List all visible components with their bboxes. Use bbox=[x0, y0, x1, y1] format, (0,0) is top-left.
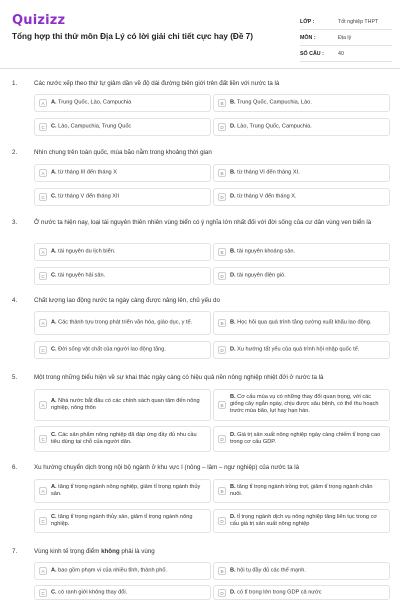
meta-label: MÔN : bbox=[300, 34, 316, 41]
option-d[interactable] bbox=[213, 267, 390, 285]
option-c[interactable] bbox=[34, 118, 211, 136]
option-b[interactable] bbox=[213, 243, 390, 261]
option-prefix: B. bbox=[230, 394, 236, 401]
option-letter: C bbox=[39, 589, 47, 597]
option-letter: A bbox=[39, 248, 47, 256]
option-text: từ tháng III đến tháng X bbox=[58, 169, 117, 176]
option-letter: B bbox=[218, 401, 226, 409]
question-text: Các nước xếp theo thứ tự giảm dần về độ dài đường biên giới trên đất liền với nước ta là bbox=[34, 80, 280, 87]
option-letter: C bbox=[39, 272, 47, 280]
option-text: tăng tỉ trọng ngành nông nghiệp, giảm tỉ trọng ngành thủy sản. bbox=[51, 483, 201, 497]
option-c[interactable] bbox=[34, 509, 211, 533]
question-text: Xu hướng chuyển dịch trong nội bộ ngành ở khu vực I (nông – lâm – ngư nghiệp) của nước ta là bbox=[34, 464, 300, 471]
option-letter: D bbox=[218, 589, 226, 597]
option-text: tỉ trọng ngành dịch vụ nông nghiệp tăng liên tục trong cơ cấu giá trị sản xuất nông nghiệp bbox=[230, 513, 378, 527]
meta-row-subject bbox=[300, 30, 392, 46]
question-number: 2. bbox=[12, 149, 18, 156]
option-prefix: D. bbox=[230, 272, 236, 279]
option-b[interactable] bbox=[213, 562, 390, 580]
option-text: Cơ cấu mùa vụ có những thay đổi quan trọng, với các giống cây ngắn ngày, chịu được sâu bệnh, có thể thu hoạch trước mùa bão, lụt hay hạn hán. bbox=[230, 394, 379, 415]
option-d[interactable] bbox=[213, 585, 390, 600]
option-a[interactable] bbox=[34, 243, 211, 261]
meta-value: 40 bbox=[338, 50, 344, 57]
option-text: tăng tỉ trọng ngành trồng trọt, giảm tỉ trọng ngành chăn nuôi. bbox=[230, 483, 373, 497]
option-letter: A bbox=[39, 99, 47, 107]
option-letter: A bbox=[39, 401, 47, 409]
option-prefix: C. bbox=[51, 193, 57, 200]
worksheet-meta bbox=[300, 14, 392, 62]
option-b[interactable] bbox=[213, 164, 390, 182]
option-b[interactable] bbox=[213, 479, 390, 503]
emphasis-word: không bbox=[101, 548, 120, 555]
option-text: từ tháng V đến tháng X. bbox=[237, 193, 297, 200]
option-prefix: A. bbox=[51, 319, 57, 326]
option-text: Lào, Trung Quốc, Campuchia. bbox=[237, 123, 312, 130]
option-text: tài nguyên khoáng sản. bbox=[237, 248, 296, 255]
meta-value: Tốt nghiệp THPT bbox=[338, 18, 379, 25]
option-letter: A bbox=[39, 487, 47, 495]
option-prefix: C. bbox=[51, 513, 57, 520]
meta-value: Địa lý bbox=[338, 34, 352, 41]
option-b[interactable] bbox=[213, 94, 390, 112]
option-text: tài nguyên điện gió. bbox=[237, 272, 286, 279]
option-a[interactable] bbox=[34, 164, 211, 182]
option-prefix: C. bbox=[51, 588, 57, 595]
option-prefix: D. bbox=[230, 513, 236, 520]
option-letter: B bbox=[218, 319, 226, 327]
option-a[interactable] bbox=[34, 311, 211, 335]
option-prefix: D. bbox=[230, 123, 236, 130]
option-b[interactable] bbox=[213, 311, 390, 335]
option-d[interactable] bbox=[213, 341, 390, 359]
option-letter: B bbox=[218, 99, 226, 107]
meta-row-count bbox=[300, 46, 392, 62]
option-text: hội tụ đầy đủ các thế mạnh. bbox=[237, 567, 306, 574]
option-text: Nhà nước bắt đầu có các chính sách quan tâm đến nông nghiệp, nông thôn bbox=[51, 397, 200, 411]
option-letter: B bbox=[218, 248, 226, 256]
option-text: tài nguyên hải sản. bbox=[58, 272, 106, 279]
option-prefix: D. bbox=[230, 346, 236, 353]
option-letter: B bbox=[218, 169, 226, 177]
option-letter: B bbox=[218, 487, 226, 495]
option-d[interactable] bbox=[213, 118, 390, 136]
option-prefix: A. bbox=[51, 483, 57, 490]
option-text: Xu hướng tất yếu của quá trình hội nhập quốc tế. bbox=[237, 346, 360, 353]
option-letter: D bbox=[218, 517, 226, 525]
option-c[interactable] bbox=[34, 267, 211, 285]
option-prefix: C. bbox=[51, 431, 57, 438]
option-text: Trung Quốc, Campuchia, Lào. bbox=[237, 99, 312, 106]
option-letter: A bbox=[39, 319, 47, 327]
option-prefix: B. bbox=[230, 169, 236, 176]
meta-label: SỐ CÂU : bbox=[300, 50, 324, 57]
option-letter: D bbox=[218, 123, 226, 131]
meta-row-class bbox=[300, 14, 392, 30]
option-text: tài nguyên du lịch biển. bbox=[58, 248, 116, 255]
option-text: có ranh giới không thay đổi. bbox=[58, 588, 128, 595]
option-c[interactable] bbox=[34, 188, 211, 206]
quizizz-logo: Quizizz bbox=[12, 13, 66, 28]
option-prefix: A. bbox=[51, 248, 57, 255]
option-letter: C bbox=[39, 346, 47, 354]
option-letter: D bbox=[218, 435, 226, 443]
question-number: 6. bbox=[12, 464, 18, 471]
option-text: Lào, Campuchia, Trung Quốc bbox=[58, 123, 132, 130]
question-text: Vùng kinh tế trọng điểm không phải là vùng bbox=[34, 548, 155, 555]
option-prefix: D. bbox=[230, 193, 236, 200]
option-letter: C bbox=[39, 193, 47, 201]
question-number: 4. bbox=[12, 297, 18, 304]
option-prefix: B. bbox=[230, 483, 236, 490]
option-prefix: B. bbox=[230, 319, 236, 326]
option-a[interactable] bbox=[34, 562, 211, 580]
option-letter: C bbox=[39, 517, 47, 525]
option-prefix: C. bbox=[51, 346, 57, 353]
option-text: Giá trị sản xuất nông nghiệp ngày càng chiếm tỉ trọng cao trong cơ cấu GDP. bbox=[230, 431, 381, 445]
option-d[interactable] bbox=[213, 188, 390, 206]
option-c[interactable] bbox=[34, 585, 211, 600]
question-text: Một trong những biểu hiện về sự khai thác ngày càng có hiệu quả nền nông nghiệp nhiệt đới ở nước ta là bbox=[34, 374, 324, 381]
option-b[interactable] bbox=[213, 389, 390, 421]
option-prefix: B. bbox=[230, 248, 236, 255]
option-prefix: B. bbox=[230, 567, 236, 574]
option-prefix: D. bbox=[230, 588, 236, 595]
option-letter: C bbox=[39, 123, 47, 131]
option-d[interactable] bbox=[213, 509, 390, 533]
option-a[interactable] bbox=[34, 389, 211, 421]
option-a[interactable] bbox=[34, 479, 211, 503]
option-letter: D bbox=[218, 272, 226, 280]
question-number: 1. bbox=[12, 80, 18, 87]
option-text: Đời sống vật chất của người lao động tăng. bbox=[58, 346, 166, 353]
option-text: tăng tỉ trọng ngành thủy sản, giảm tỉ trọng ngành nông nghiệp. bbox=[51, 513, 193, 527]
option-c[interactable] bbox=[34, 341, 211, 359]
question-number: 5. bbox=[12, 374, 18, 381]
question-number: 3. bbox=[12, 219, 18, 226]
worksheet-header bbox=[0, 0, 400, 62]
option-c[interactable] bbox=[34, 426, 211, 452]
option-letter: C bbox=[39, 435, 47, 443]
option-prefix: C. bbox=[51, 272, 57, 279]
option-text: từ tháng VI đến tháng XI. bbox=[237, 169, 300, 176]
option-letter: B bbox=[218, 567, 226, 575]
question-text: Chất lượng lao động nước ta ngày càng được nâng lên, chủ yếu do bbox=[34, 297, 220, 304]
meta-label: LỚP : bbox=[300, 18, 315, 25]
option-text: Học hỏi qua quá trình tăng cường xuất khẩu lao động. bbox=[237, 319, 372, 326]
option-prefix: A. bbox=[51, 397, 57, 404]
option-text: bao gồm phạm vi của nhiều tỉnh, thành phố. bbox=[58, 567, 167, 574]
option-text: Các sản phẩm nông nghiệp đã đáp ứng đầy đủ nhu cầu tiêu dùng tại chỗ của người dân. bbox=[51, 431, 197, 445]
option-d[interactable] bbox=[213, 426, 390, 452]
question-text: Ở nước ta hiện nay, loại tài nguyên thiên nhiên vùng biển có ý nghĩa lớn nhất đối với đời sống của cư dân vùng ven biển là bbox=[34, 219, 372, 226]
option-letter: D bbox=[218, 346, 226, 354]
option-prefix: A. bbox=[51, 99, 57, 106]
option-prefix: A. bbox=[51, 567, 57, 574]
option-prefix: D. bbox=[230, 431, 236, 438]
question-text: Nhìn chung trên toàn quốc, mùa bão nằm trong khoảng thời gian bbox=[34, 149, 212, 156]
option-prefix: B. bbox=[230, 99, 236, 106]
option-letter: A bbox=[39, 169, 47, 177]
option-text: từ tháng V đến tháng XII bbox=[58, 193, 120, 200]
option-a[interactable] bbox=[34, 94, 211, 112]
option-letter: D bbox=[218, 193, 226, 201]
option-text: Các thành tựu trong phát triển văn hóa, giáo dục, y tế. bbox=[58, 319, 193, 326]
worksheet-title: Tổng hợp thi thử môn Địa Lý có lời giải chi tiết cực hay (Đề 7) bbox=[12, 32, 253, 41]
option-text: Trung Quốc, Lào, Campuchia bbox=[58, 99, 132, 106]
option-prefix: C. bbox=[51, 123, 57, 130]
option-text: có tỉ trọng lớn trong GDP cả nước bbox=[237, 588, 322, 595]
option-letter: A bbox=[39, 567, 47, 575]
header-divider bbox=[0, 68, 400, 69]
option-prefix: A. bbox=[51, 169, 57, 176]
question-number: 7. bbox=[12, 548, 18, 555]
